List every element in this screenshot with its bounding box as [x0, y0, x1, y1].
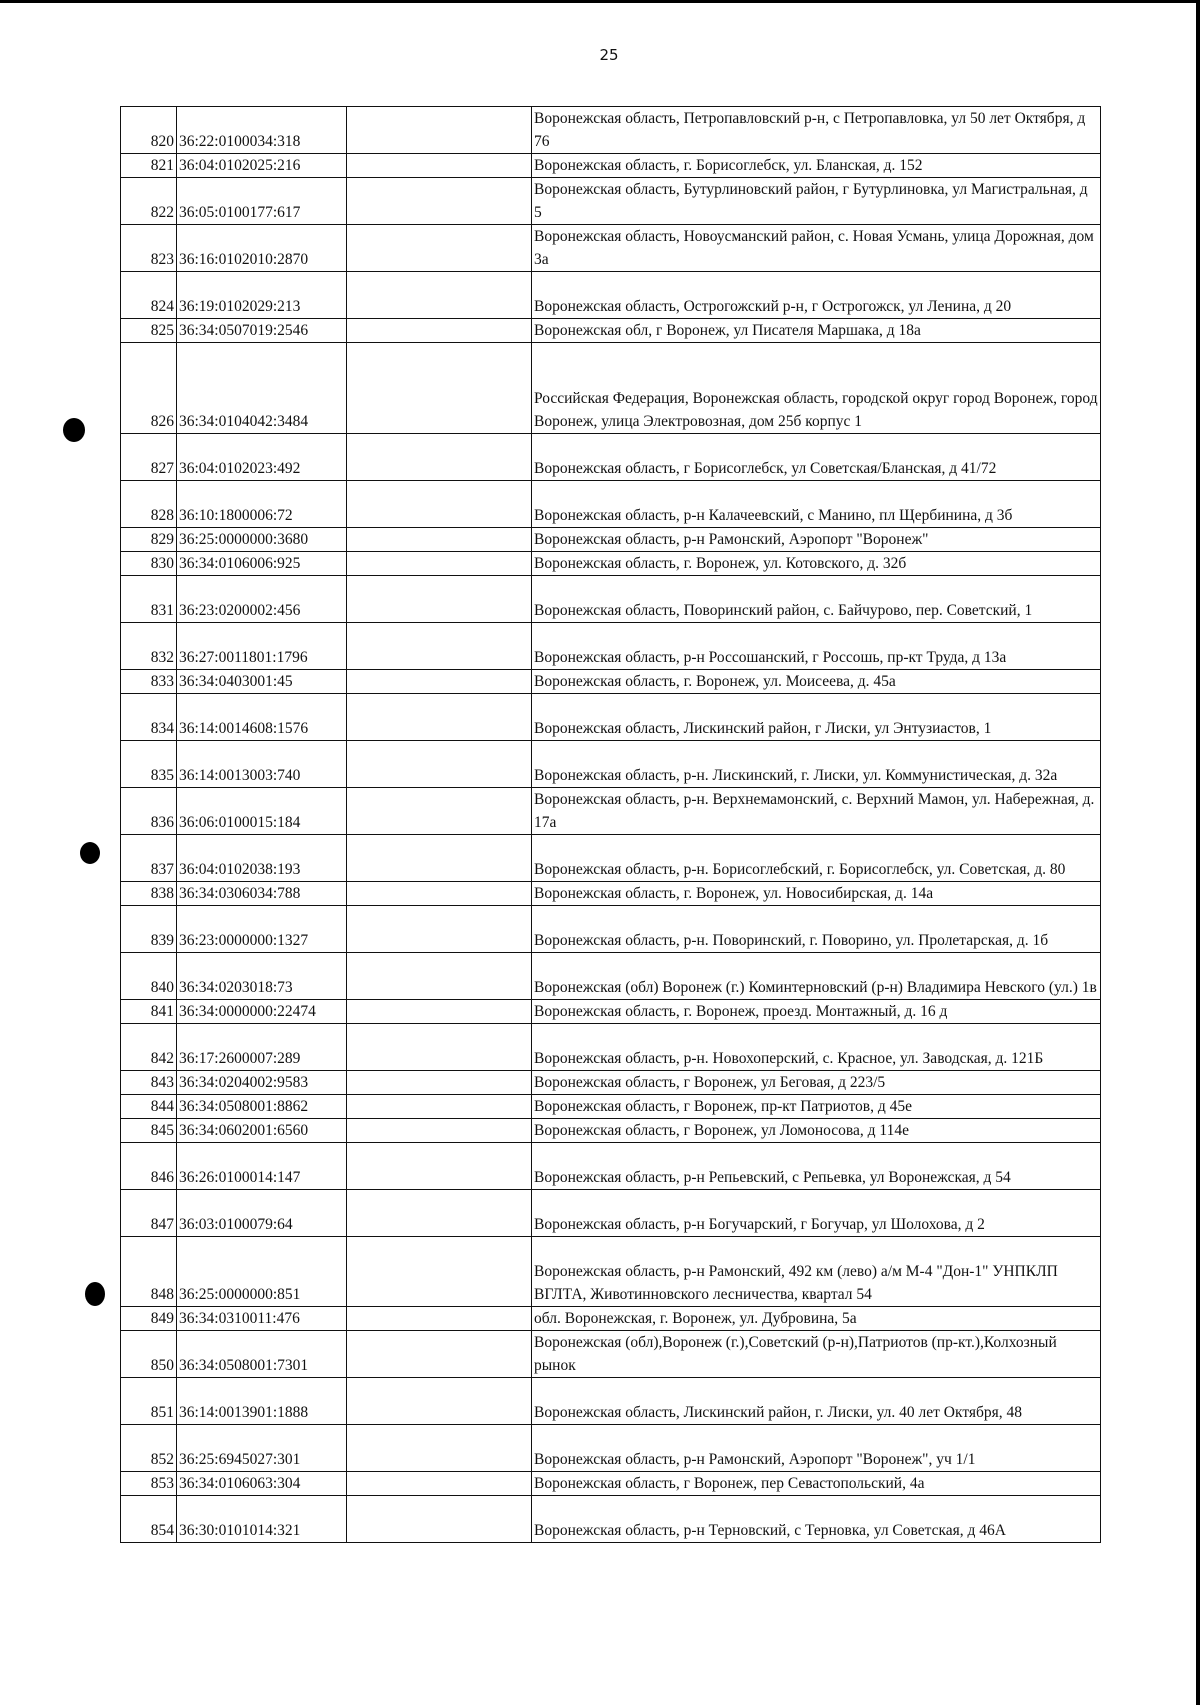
address: Воронежская область, р-н Калачеевский, с Манино, пл Щербинина, д 3б [532, 481, 1101, 528]
table-row [121, 1119, 1101, 1143]
row-number: 844 [121, 1095, 177, 1119]
table-row [121, 694, 1101, 741]
address: Воронежская область, Бутурлиновский район, г Бутурлиновка, ул Магистральная, д 5 [532, 178, 1101, 225]
empty-cell [347, 1472, 532, 1496]
address: Воронежская область, г Воронеж, ул Ломоносова, д 114е [532, 1119, 1101, 1143]
address: Воронежская область, г Воронеж, пр-кт Патриотов, д 45е [532, 1095, 1101, 1119]
table-row [121, 1472, 1101, 1496]
empty-cell [347, 882, 532, 906]
address: Воронежская область, р-н. Борисоглебский, г. Борисоглебск, ул. Советская, д. 80 [532, 835, 1101, 882]
address: Воронежская обл, г Воронеж, ул Писателя Маршака, д 18а [532, 319, 1101, 343]
cadastral-number: 36:34:0508001:7301 [177, 1331, 347, 1378]
cadastral-number: 36:23:0200002:456 [177, 576, 347, 623]
row-number: 842 [121, 1024, 177, 1071]
empty-cell [347, 154, 532, 178]
address: Воронежская область, р-н Россошанский, г Россошь, пр-кт Труда, д 13а [532, 623, 1101, 670]
page-number: 25 [599, 46, 619, 64]
table-row [121, 528, 1101, 552]
row-number: 823 [121, 225, 177, 272]
table-row [121, 1425, 1101, 1472]
address: Воронежская область, р-н. Лискинский, г. Лиски, ул. Коммунистическая, д. 32а [532, 741, 1101, 788]
cadastral-number: 36:25:0000000:3680 [177, 528, 347, 552]
empty-cell [347, 319, 532, 343]
empty-cell [347, 623, 532, 670]
address: Воронежская область, Острогожский р-н, г Острогожск, ул Ленина, д 20 [532, 272, 1101, 319]
cadastral-number: 36:05:0100177:617 [177, 178, 347, 225]
address: Воронежская область, Лискинский район, г Лиски, ул Энтузиастов, 1 [532, 694, 1101, 741]
table-row [121, 906, 1101, 953]
cadastral-number: 36:26:0100014:147 [177, 1143, 347, 1190]
table-row [121, 552, 1101, 576]
table-row [121, 1095, 1101, 1119]
row-number: 841 [121, 1000, 177, 1024]
table-row [121, 272, 1101, 319]
row-number: 833 [121, 670, 177, 694]
table-row [121, 1000, 1101, 1024]
address: Воронежская область, р-н Репьевский, с Репьевка, ул Воронежская, д 54 [532, 1143, 1101, 1190]
empty-cell [347, 481, 532, 528]
cadastral-number: 36:27:0011801:1796 [177, 623, 347, 670]
cadastral-number: 36:34:0508001:8862 [177, 1095, 347, 1119]
row-number: 826 [121, 343, 177, 434]
cadastral-number: 36:34:0602001:6560 [177, 1119, 347, 1143]
table-row [121, 225, 1101, 272]
empty-cell [347, 835, 532, 882]
table-row [121, 1071, 1101, 1095]
table-row [121, 576, 1101, 623]
row-number: 854 [121, 1496, 177, 1543]
row-number: 832 [121, 623, 177, 670]
address: Воронежская область, г. Воронеж, проезд. Монтажный, д. 16 д [532, 1000, 1101, 1024]
address: Воронежская область, р-н Рамонский, 492 км (лево) а/м М-4 "Дон-1" УНПКЛП ВГЛТА, Животинновского лесничества, квартал 54 [532, 1237, 1101, 1307]
row-number: 850 [121, 1331, 177, 1378]
empty-cell [347, 1071, 532, 1095]
row-number: 821 [121, 154, 177, 178]
address: Воронежская область, р-н. Поворинский, г. Поворино, ул. Пролетарская, д. 1б [532, 906, 1101, 953]
punch-hole-mark [85, 1282, 105, 1306]
address: Воронежская область, р-н Рамонский, Аэропорт "Воронеж" [532, 528, 1101, 552]
punch-hole-mark [80, 842, 100, 864]
row-number: 843 [121, 1071, 177, 1095]
empty-cell [347, 272, 532, 319]
row-number: 830 [121, 552, 177, 576]
cadastral-number: 36:23:0000000:1327 [177, 906, 347, 953]
row-number: 848 [121, 1237, 177, 1307]
row-number: 846 [121, 1143, 177, 1190]
row-number: 847 [121, 1190, 177, 1237]
table-row [121, 1143, 1101, 1190]
table-row [121, 741, 1101, 788]
empty-cell [347, 1425, 532, 1472]
cadastral-number: 36:19:0102029:213 [177, 272, 347, 319]
table-row [121, 434, 1101, 481]
empty-cell [347, 1237, 532, 1307]
cadastral-number: 36:34:0106063:304 [177, 1472, 347, 1496]
table-row [121, 835, 1101, 882]
empty-cell [347, 1000, 532, 1024]
address: обл. Воронежская, г. Воронеж, ул. Дубровина, 5а [532, 1307, 1101, 1331]
address: Воронежская область, Поворинский район, с. Байчурово, пер. Советский, 1 [532, 576, 1101, 623]
row-number: 851 [121, 1378, 177, 1425]
empty-cell [347, 552, 532, 576]
cadastral-number: 36:16:0102010:2870 [177, 225, 347, 272]
address: Воронежская область, г. Борисоглебск, ул. Бланская, д. 152 [532, 154, 1101, 178]
empty-cell [347, 1143, 532, 1190]
empty-cell [347, 343, 532, 434]
table-row [121, 670, 1101, 694]
empty-cell [347, 953, 532, 1000]
row-number: 838 [121, 882, 177, 906]
cadastral-number: 36:34:0106006:925 [177, 552, 347, 576]
address: Воронежская область, р-н. Верхнемамонский, с. Верхний Мамон, ул. Набережная, д. 17а [532, 788, 1101, 835]
address: Воронежская область, р-н Рамонский, Аэропорт "Воронеж", уч 1/1 [532, 1425, 1101, 1472]
address: Воронежская (обл) Воронеж (г.) Коминтерновский (р-н) Владимира Невского (ул.) 1в [532, 953, 1101, 1000]
cadastral-number: 36:14:0014608:1576 [177, 694, 347, 741]
row-number: 825 [121, 319, 177, 343]
cadastral-number: 36:04:0102025:216 [177, 154, 347, 178]
table-row [121, 1496, 1101, 1543]
cadastral-number: 36:04:0102038:193 [177, 835, 347, 882]
empty-cell [347, 1190, 532, 1237]
row-number: 853 [121, 1472, 177, 1496]
cadastral-number: 36:04:0102023:492 [177, 434, 347, 481]
table-row [121, 154, 1101, 178]
empty-cell [347, 1024, 532, 1071]
scan-edge-top [0, 0, 1200, 3]
empty-cell [347, 178, 532, 225]
address: Воронежская (обл),Воронеж (г.),Советский (р-н),Патриотов (пр-кт.),Колхозный рынок [532, 1331, 1101, 1378]
cadastral-number: 36:30:0101014:321 [177, 1496, 347, 1543]
row-number: 836 [121, 788, 177, 835]
row-number: 852 [121, 1425, 177, 1472]
cadastral-number: 36:25:6945027:301 [177, 1425, 347, 1472]
table-row [121, 107, 1101, 154]
scan-edge-right [1196, 0, 1200, 1705]
table-row [121, 343, 1101, 434]
empty-cell [347, 1307, 532, 1331]
cadastral-number: 36:34:0306034:788 [177, 882, 347, 906]
address: Воронежская область, г Воронеж, пер Севастопольский, 4а [532, 1472, 1101, 1496]
empty-cell [347, 1119, 532, 1143]
empty-cell [347, 906, 532, 953]
table-row [121, 319, 1101, 343]
table-row [121, 481, 1101, 528]
empty-cell [347, 1331, 532, 1378]
row-number: 824 [121, 272, 177, 319]
cadastral-number: 36:03:0100079:64 [177, 1190, 347, 1237]
row-number: 834 [121, 694, 177, 741]
address: Воронежская область, р-н. Новохоперский, с. Красное, ул. Заводская, д. 121Б [532, 1024, 1101, 1071]
row-number: 840 [121, 953, 177, 1000]
empty-cell [347, 741, 532, 788]
row-number: 839 [121, 906, 177, 953]
address: Воронежская область, г. Воронеж, ул. Котовского, д. 32б [532, 552, 1101, 576]
cadastral-number: 36:17:2600007:289 [177, 1024, 347, 1071]
address: Воронежская область, Лискинский район, г. Лиски, ул. 40 лет Октября, 48 [532, 1378, 1101, 1425]
address: Воронежская область, г. Воронеж, ул. Новосибирская, д. 14а [532, 882, 1101, 906]
row-number: 828 [121, 481, 177, 528]
cadastral-number: 36:34:0507019:2546 [177, 319, 347, 343]
cadastral-number: 36:34:0104042:3484 [177, 343, 347, 434]
table-row [121, 788, 1101, 835]
table-row [121, 1237, 1101, 1307]
row-number: 820 [121, 107, 177, 154]
empty-cell [347, 576, 532, 623]
address: Воронежская область, г Воронеж, ул Беговая, д 223/5 [532, 1071, 1101, 1095]
empty-cell [347, 788, 532, 835]
punch-hole-mark [63, 418, 85, 442]
row-number: 837 [121, 835, 177, 882]
empty-cell [347, 694, 532, 741]
empty-cell [347, 107, 532, 154]
cadastral-number: 36:14:0013003:740 [177, 741, 347, 788]
cadastral-number: 36:25:0000000:851 [177, 1237, 347, 1307]
row-number: 835 [121, 741, 177, 788]
row-number: 849 [121, 1307, 177, 1331]
table-row [121, 953, 1101, 1000]
cadastral-number: 36:34:0204002:9583 [177, 1071, 347, 1095]
address: Воронежская область, р-н Терновский, с Терновка, ул Советская, д 46А [532, 1496, 1101, 1543]
table-row [121, 1307, 1101, 1331]
cadastral-number: 36:34:0000000:22474 [177, 1000, 347, 1024]
row-number: 845 [121, 1119, 177, 1143]
empty-cell [347, 1378, 532, 1425]
address: Воронежская область, Новоусманский район, с. Новая Усмань, улица Дорожная, дом 3а [532, 225, 1101, 272]
table-row [121, 1378, 1101, 1425]
row-number: 827 [121, 434, 177, 481]
cadastral-number: 36:34:0203018:73 [177, 953, 347, 1000]
cadastral-number: 36:14:0013901:1888 [177, 1378, 347, 1425]
empty-cell [347, 670, 532, 694]
cadastral-number: 36:34:0403001:45 [177, 670, 347, 694]
empty-cell [347, 1496, 532, 1543]
address: Российская Федерация, Воронежская область, городской округ город Воронеж, город Воронеж, улица Электровозная, дом 25б корпус 1 [532, 343, 1101, 434]
row-number: 822 [121, 178, 177, 225]
address: Воронежская область, Петропавловский р-н, с Петропавловка, ул 50 лет Октября, д 76 [532, 107, 1101, 154]
empty-cell [347, 528, 532, 552]
table-row [121, 1024, 1101, 1071]
cadastral-number: 36:10:1800006:72 [177, 481, 347, 528]
table-row [121, 1331, 1101, 1378]
cadastral-number: 36:06:0100015:184 [177, 788, 347, 835]
address: Воронежская область, г Борисоглебск, ул Советская/Бланская, д 41/72 [532, 434, 1101, 481]
address: Воронежская область, г. Воронеж, ул. Моисеева, д. 45а [532, 670, 1101, 694]
table-row [121, 882, 1101, 906]
table-row [121, 178, 1101, 225]
table-row [121, 1190, 1101, 1237]
empty-cell [347, 1095, 532, 1119]
registry-table [120, 106, 1101, 1543]
table-row [121, 623, 1101, 670]
empty-cell [347, 434, 532, 481]
empty-cell [347, 225, 532, 272]
row-number: 831 [121, 576, 177, 623]
cadastral-number: 36:22:0100034:318 [177, 107, 347, 154]
cadastral-number: 36:34:0310011:476 [177, 1307, 347, 1331]
address: Воронежская область, р-н Богучарский, г Богучар, ул Шолохова, д 2 [532, 1190, 1101, 1237]
row-number: 829 [121, 528, 177, 552]
